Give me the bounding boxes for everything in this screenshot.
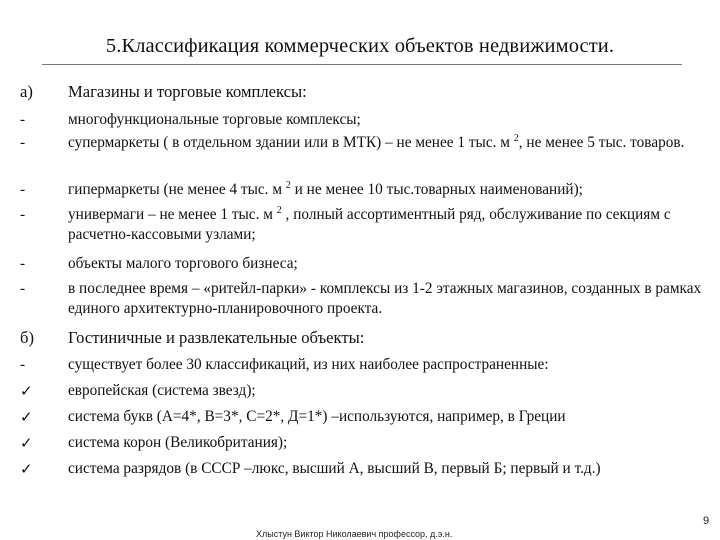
section-a-heading: Магазины и торговые комплексы: xyxy=(68,82,307,101)
item-text: система букв (А=4*, В=3*, С=2*, Д=1*) –используются, например, в Греции xyxy=(68,408,566,425)
item-text: гипермаркеты (не менее 4 тыс. м $^2$ и не менее 10 тыс.товарных наименований); xyxy=(68,180,583,198)
item-text: система корон (Великобритания); xyxy=(68,434,288,451)
item-text: супермаркеты ( в отдельном здании или в МТК) – не менее 1 тыс. м $^2$, не менее 5 тыс. товаров. xyxy=(68,133,685,151)
footer-author: Хлыстун Виктор Николаевич профессор, д.э.н. xyxy=(256,529,453,539)
section-b-marker: б) xyxy=(20,328,34,347)
section-a-marker: а) xyxy=(20,82,33,101)
slide-title: 5.Классификация коммерческих объектов недвижимости. xyxy=(105,35,615,57)
dash-marker: - xyxy=(20,111,26,128)
item-text: объекты малого торгового бизнеса; xyxy=(68,255,298,272)
dash-marker: - xyxy=(20,356,26,373)
item-text: универмаги – не менее 1 тыс. м $^2$ , полный ассортиментный ряд, обслуживание по секциям с расчетно-кассовыми узлами; xyxy=(68,205,671,243)
dash-marker: - xyxy=(20,280,26,297)
checkmark-icon: ✓ xyxy=(20,434,33,452)
checkmark-icon: ✓ xyxy=(20,382,33,400)
checkmark-icon: ✓ xyxy=(20,460,33,478)
dash-marker: - xyxy=(20,181,26,198)
checkmark-icon: ✓ xyxy=(20,408,33,426)
dash-marker: - xyxy=(20,134,26,151)
item-text: многофункциональные торговые комплексы; xyxy=(68,111,361,128)
item-text: в последнее время – «ритейл-парки» - комплексы из 1-2 этажных магазинов, созданных в рамках единого архитектурно-планировочного проекта. xyxy=(68,280,702,317)
dash-marker: - xyxy=(20,255,26,272)
dash-marker: - xyxy=(20,206,26,223)
section-b-heading: Гостиничные и развлекательные объекты: xyxy=(68,328,365,347)
item-text: существует более 30 классификаций, из них наиболее распространенные: xyxy=(68,356,549,373)
item-text: европейская (система звезд); xyxy=(68,382,256,399)
item-text: система разрядов (в СССР –люкс, высший А, высший В, первый Б; первый и т.д.) xyxy=(68,460,601,477)
page-number: 9 xyxy=(703,515,710,527)
title-underline xyxy=(42,64,682,65)
